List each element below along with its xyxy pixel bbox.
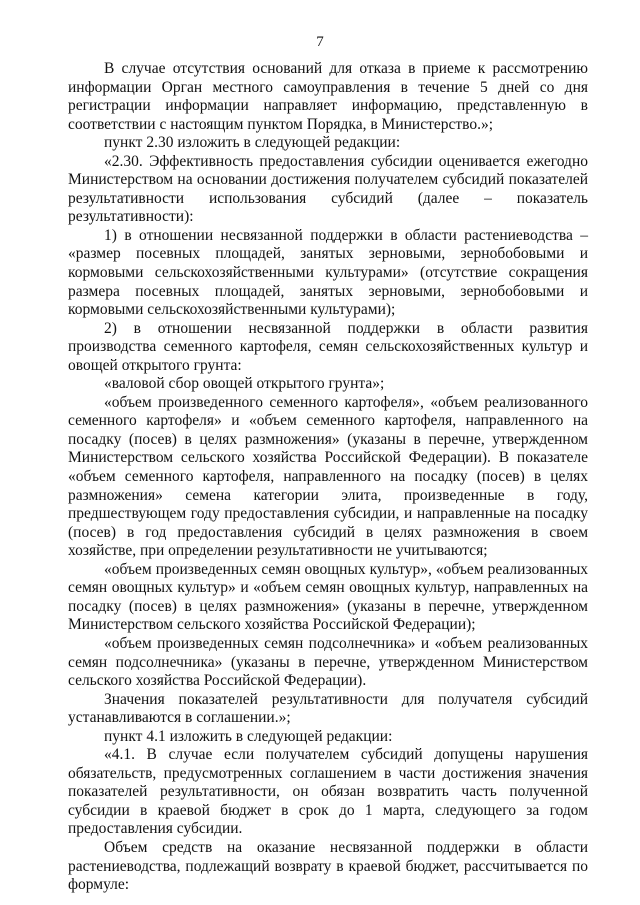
paragraph-subitem-1: 1) в отношении несвязанной поддержки в области растениеводства – «размер посевных площадей, занятых зерновыми, зернобобовыми и кормовыми сельскохозяйственными культурами» (отсутствие сокращения размера посевных площадей, занятых зерновыми, зернобобовыми и кормовыми сельскохозяйственными культурами); bbox=[68, 226, 588, 319]
paragraph-indicator-values: Значения показателей результативности для получателя субсидий устанавливаются в соглашении.»; bbox=[68, 690, 588, 727]
paragraph-no-grounds-for-refusal: В случае отсутствия оснований для отказа в приеме к рассмотрению информации Орган местного самоуправления в течение 5 дней со дня регистрации информации направляет информацию, представленную в соответствии с настоящим пунктом Порядка, в Министерство.»; bbox=[68, 60, 588, 133]
paragraph-item-4-1-intro: пункт 4.1 изложить в следующей редакции: bbox=[104, 727, 393, 745]
paragraph-seed-potato-indicators: «объем произведенного семенного картофеля», «объем реализованного семенного картофеля» и «объем семенного картофеля, направленного на посадку (посев) в целях размножения» (указаны в перечне, утвержденном Министерством сельского хозяйства Российской Федерации). В показателе «объем семенного картофеля, направленного на посадку (посев) в целях размножения» семена категории элита, произведенные в году, предшествующем году предоставления субсидии, и направленные на посадку (посев) в год предоставления субсидий в целях размножения в своем хозяйстве, при определении результативности не учитываются; bbox=[68, 393, 588, 560]
paragraph-item-2-30: «2.30. Эффективность предоставления субсидии оценивается ежегодно Министерством на основании достижения получателем субсидий показателей результативности использования субсидий (далее – показатель результативности): bbox=[68, 152, 588, 226]
paragraph-gross-vegetable-harvest: «валовой сбор овощей открытого грунта»; bbox=[104, 375, 385, 393]
page-number: 7 bbox=[316, 34, 324, 50]
paragraph-item-4-1: «4.1. В случае если получателем субсидий допущены нарушения обязательств, предусмотренных соглашением в части достижения значения показателей результативности, он обязан возвратить часть полученной субсидии в краевой бюджет в срок до 1 марта, следующего за годом предоставления субсидии. bbox=[68, 746, 588, 838]
paragraph-vegetable-seed-indicators: «объем произведенных семян овощных культур», «объем реализованных семян овощных культур» и «объем семян овощных культур, направленных на посадку (посев) в целях размножения» (указаны в перечне, утвержденном Министерством сельского хозяйства Российской Федерации); bbox=[68, 560, 588, 634]
paragraph-sunflower-seed-indicators: «объем произведенных семян подсолнечника» и «объем реализованных семян подсолнечника» (указаны в перечне, утвержденном Министерством сельского хозяйства Российской Федерации). bbox=[68, 634, 588, 690]
paragraph-subitem-2: 2) в отношении несвязанной поддержки в области развития производства семенного картофеля, семян сельскохозяйственных культур и овощей открытого грунта: bbox=[68, 319, 588, 374]
paragraph-item-2-30-intro: пункт 2.30 изложить в следующей редакции: bbox=[104, 134, 401, 152]
paragraph-refund-formula-intro: Объем средств на оказание несвязанной поддержки в области растениеводства, подлежащий возврату в краевой бюджет, рассчитывается по формуле: bbox=[68, 838, 588, 894]
document-body bbox=[68, 60, 588, 895]
